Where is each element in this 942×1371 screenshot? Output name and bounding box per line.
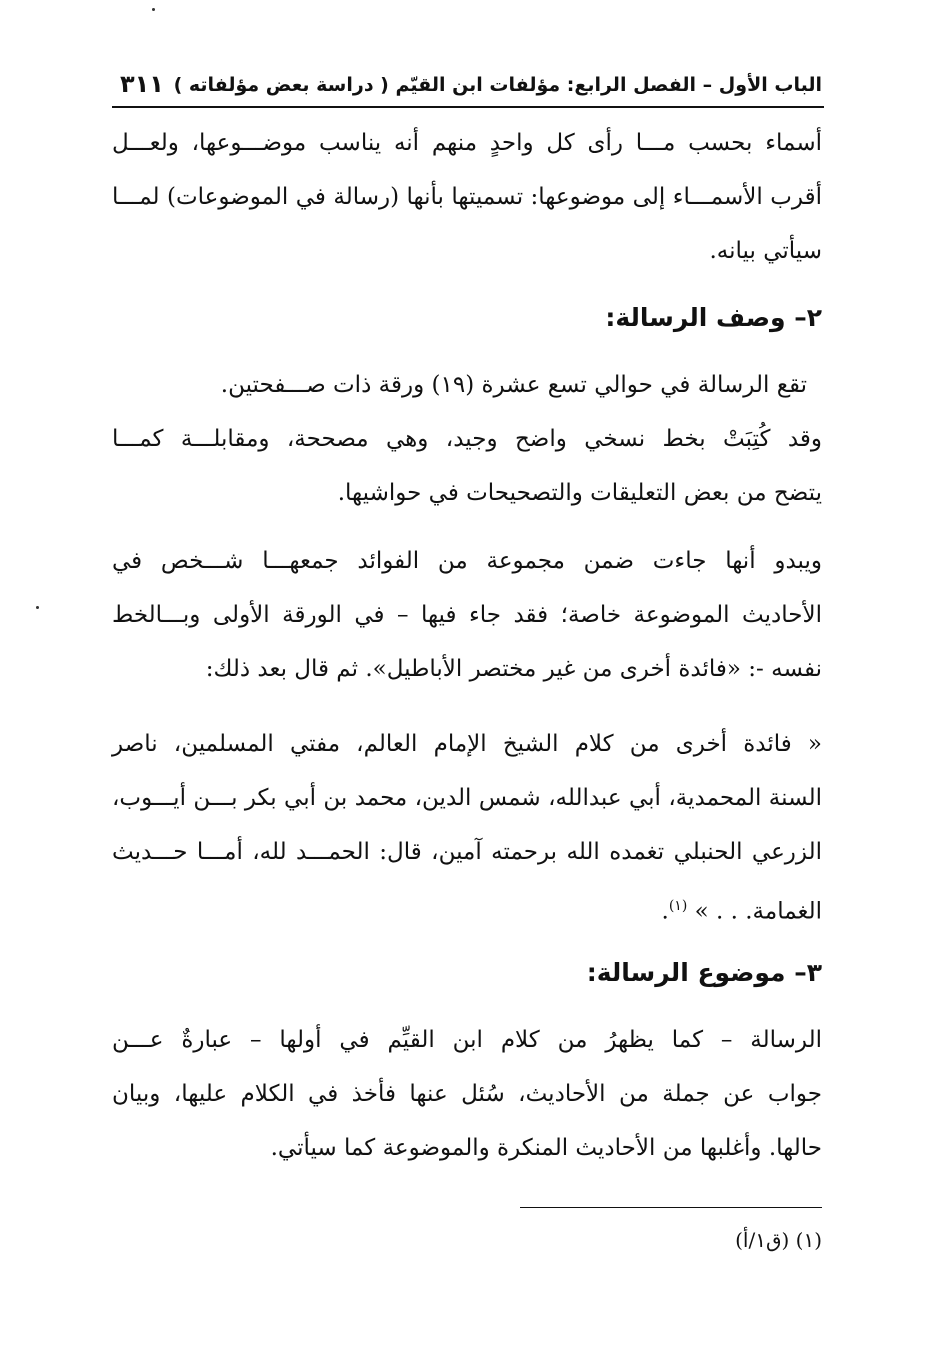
running-header	[112, 64, 822, 104]
text-line: جواب عن جملة من الأحاديث، سُئل عنها فأخذ في الكلام عليها، وبيان	[112, 1081, 822, 1107]
quote-line: « فائدة أخرى من كلام الشيخ الإمام العالم، مفتي المسلمين، ناصر	[112, 731, 822, 757]
header-divider	[112, 106, 824, 108]
text-line: ويبدو أنها جاءت ضمن مجموعة من الفوائد جمعهـــا شـــخص في	[112, 548, 822, 574]
quote-line: الزرعي الحنبلي تغمده الله برحمته آمين، قال: الحمـــد لله، أمـــا حـــديث	[112, 839, 822, 865]
footnote-reference: (١)	[668, 898, 688, 914]
running-header-title: الباب الأول – الفصل الرابع: مؤلفات ابن القيّم ( دراسة بعض مؤلفاته )	[173, 74, 822, 96]
text-line: أقرب الأسمـــاء إلى موضوعها: تسميتها بأنها (رسالة في الموضوعات) لمـــا	[112, 184, 822, 210]
footnote-divider	[520, 1207, 822, 1208]
footnote: (١) (ق١/أ)	[735, 1228, 822, 1252]
section-heading: ٣– موضوع الرسالة:	[586, 958, 822, 987]
text-line: أسماء بحسب مـــا رأى كل واحدٍ منهم أنه يناسب موضـــوعها، ولعـــل	[112, 130, 822, 156]
section-heading: ٢– وصف الرسالة:	[605, 303, 822, 332]
text-line: سيأتي بيانه.	[709, 238, 822, 264]
text-line: الرسالة – كما يظهرُ من كلام ابن القيِّم في أولها – عبارةٌ عـــن	[112, 1027, 822, 1053]
text-line: يتضح من بعض التعليقات والتصحيحات في حواشيها.	[337, 480, 822, 506]
text-line: وقد كُتِبَتْ بخط نسخي واضح وجيد، وهي مصححة، ومقابلـــة كمـــا	[112, 426, 822, 452]
scan-speck	[36, 606, 39, 609]
quote-line: الغمامة. . . » $^{(١)}$.	[661, 898, 822, 925]
text-line: حالها. وأغلبها من الأحاديث المنكرة والموضوعة كما سيأتي.	[270, 1135, 822, 1161]
quote-end: الغمامة. . . »	[694, 898, 822, 925]
text-line: تقع الرسالة في حوالي تسع عشرة (١٩) ورقة ذات صـــفحتين.	[220, 372, 807, 398]
quote-line: السنة المحمدية، أبي عبدالله، شمس الدين، محمد بن أبي بكر بـــن أيـــوب،	[112, 785, 822, 811]
text-line: نفسه -: «فائدة أخرى من غير مختصر الأباطيل». ثم قال بعد ذلك:	[205, 656, 822, 682]
text-line: الأحاديث الموضوعة خاصة؛ فقد جاء فيها – في الورقة الأولى وبـــالخط	[112, 602, 822, 628]
page-number: ٣١١	[120, 70, 164, 98]
scan-speck	[152, 8, 155, 11]
